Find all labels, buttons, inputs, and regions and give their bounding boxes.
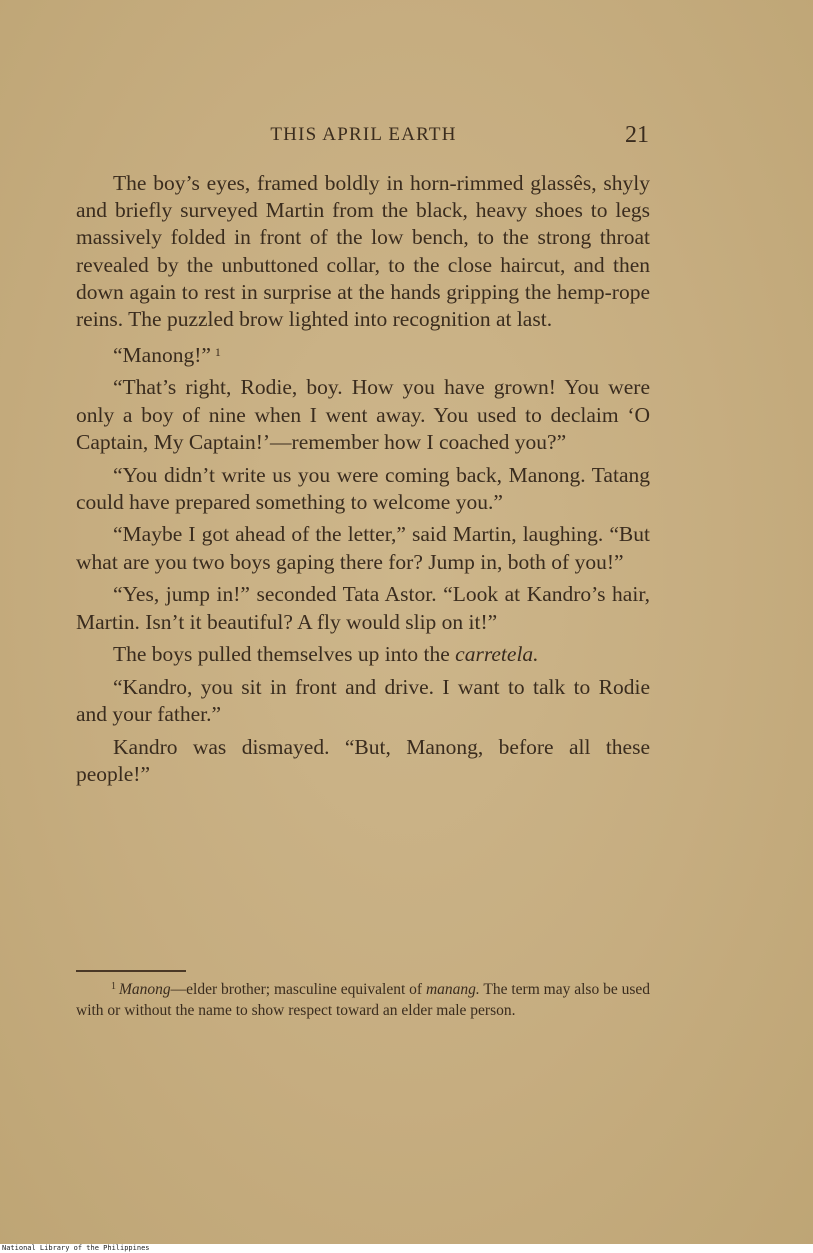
paragraph: [76, 641, 650, 668]
footnote-term: Manong: [119, 981, 171, 998]
footnote-text-2: The term may also be used with or without the name to show respect toward an elder male person.: [76, 981, 650, 1019]
paragraph: The boy’s eyes, framed boldly in horn-rimmed glassês, shyly and briefly surveyed Martin from the black, heavy shoes to legs massively folded in front of the low bench, to the strong throat revealed by the unbuttoned collar, to the close haircut, and then down again to rest in surprise at the hands gripping the hemp-rope reins. The puzzled brow lighted into recognition at last.: [76, 171, 650, 332]
footnote-reference: 1: [214, 344, 221, 359]
running-head: [76, 120, 651, 150]
paragraph-text: “Manong!”: [113, 342, 211, 367]
paragraph-text: The boys pulled themselves up into the: [113, 642, 456, 667]
running-title: THIS APRIL EARTH: [270, 124, 457, 145]
paragraph: “Yes, jump in!” seconded Tata Astor. “Look at Kandro’s hair, Martin. Isn’t it beautiful? A fly would slip on it!”: [76, 582, 650, 634]
footnote: [76, 977, 650, 1021]
footnote-mark: 1: [111, 981, 116, 992]
paragraph: “Maybe I got ahead of the letter,” said Martin, laughing. “But what are you two boys gaping there for? Jump in, both of you!”: [76, 522, 650, 574]
paragraph: “You didn’t write us you were coming back, Manong. Tatang could have prepared something to welcome you.”: [76, 462, 650, 514]
paragraph: [76, 339, 650, 369]
italic-term: carretela.: [455, 642, 539, 667]
attribution-text: National Library of the Philippines: [2, 1244, 150, 1252]
footnote-term-2: manang.: [425, 981, 480, 998]
body-text: [76, 170, 650, 794]
footnote-rule: [76, 970, 186, 972]
attribution-bar: [0, 1244, 813, 1253]
paragraph: “That’s right, Rodie, boy. How you have grown! You were only a boy of nine when I went away. You used to declaim ‘O Captain, My Captain!’—remember how I coached you?”: [76, 375, 650, 454]
footnote-text: —elder brother; masculine equivalent of: [170, 981, 426, 998]
paragraph: Kandro was dismayed. “But, Manong, before all these people!”: [76, 734, 650, 787]
page-number: 21: [625, 122, 649, 148]
paragraph: “Kandro, you sit in front and drive. I want to talk to Rodie and your father.”: [76, 674, 650, 727]
